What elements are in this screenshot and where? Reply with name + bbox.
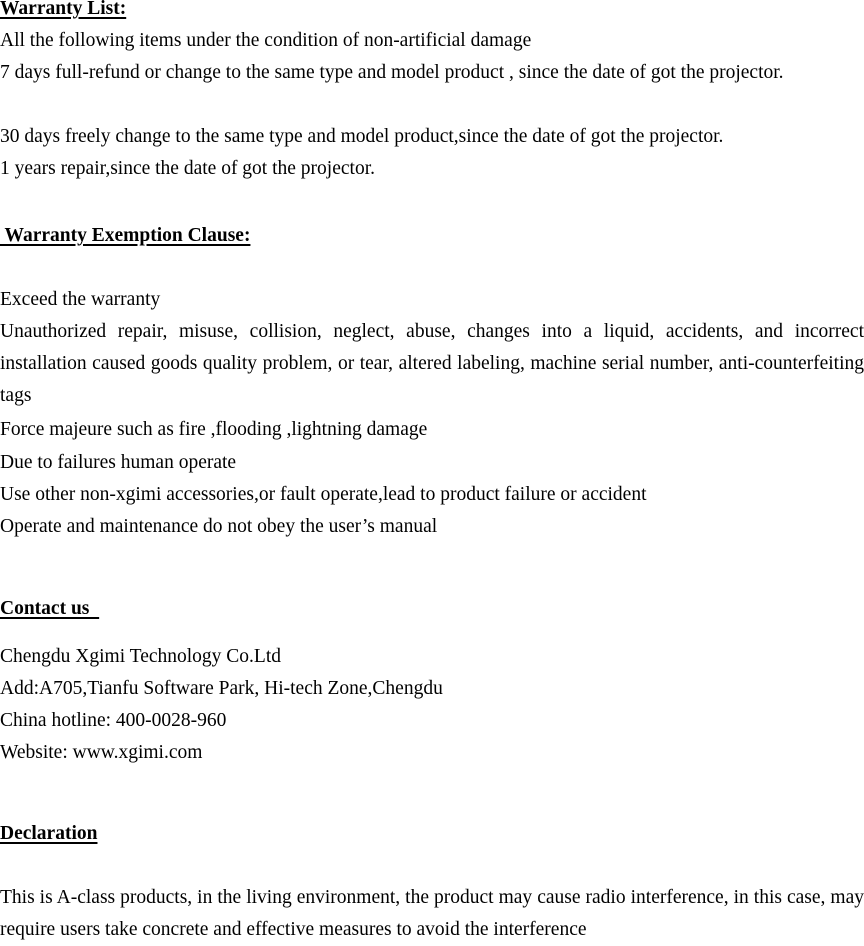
warranty-item-1-year: 1 years repair,since the date of got the projector.: [0, 158, 375, 179]
warranty-list-heading: Warranty List:: [0, 0, 127, 19]
exemption-item-exceed: Exceed the warranty: [0, 289, 161, 310]
exemption-item-force-majeure: Force majeure such as fire ,flooding ,lightning damage: [0, 419, 428, 440]
warranty-item-30-days: 30 days freely change to the same type and model product,since the date of got the projector.: [0, 126, 724, 147]
contact-address: Add:A705,Tianfu Software Park, Hi-tech Zone,Chengdu: [0, 678, 443, 699]
warranty-item-7-days: 7 days full-refund or change to the same type and model product , since the date of got the projector.: [0, 62, 784, 83]
exemption-item-unauthorized: Unauthorized repair, misuse, collision, neglect, abuse, changes into a liquid, accidents, and incorrect installation caused goods quality problem, or tear, altered labeling, machine serial number, anti-counterfeiting tags: [0, 321, 864, 406]
exemption-heading: Warranty Exemption Clause:: [0, 225, 251, 246]
contact-hotline: China hotline: 400-0028-960: [0, 710, 227, 731]
contact-company: Chengdu Xgimi Technology Co.Ltd: [0, 646, 282, 667]
contact-website: Website: www.xgimi.com: [0, 742, 203, 763]
exemption-item-accessories: Use other non-xgimi accessories,or fault operate,lead to product failure or accident: [0, 484, 647, 505]
declaration-heading: Declaration: [0, 823, 98, 844]
declaration-text: This is A-class products, in the living environment, the product may cause radio interference, in this case, may require users take concrete and effective measures to avoid the interference: [0, 887, 864, 940]
warranty-list-intro: All the following items under the condition of non-artificial damage: [0, 30, 532, 51]
exemption-item-human-operate: Due to failures human operate: [0, 452, 237, 473]
exemption-item-manual: Operate and maintenance do not obey the user’s manual: [0, 516, 438, 537]
contact-heading: Contact us: [0, 598, 100, 619]
